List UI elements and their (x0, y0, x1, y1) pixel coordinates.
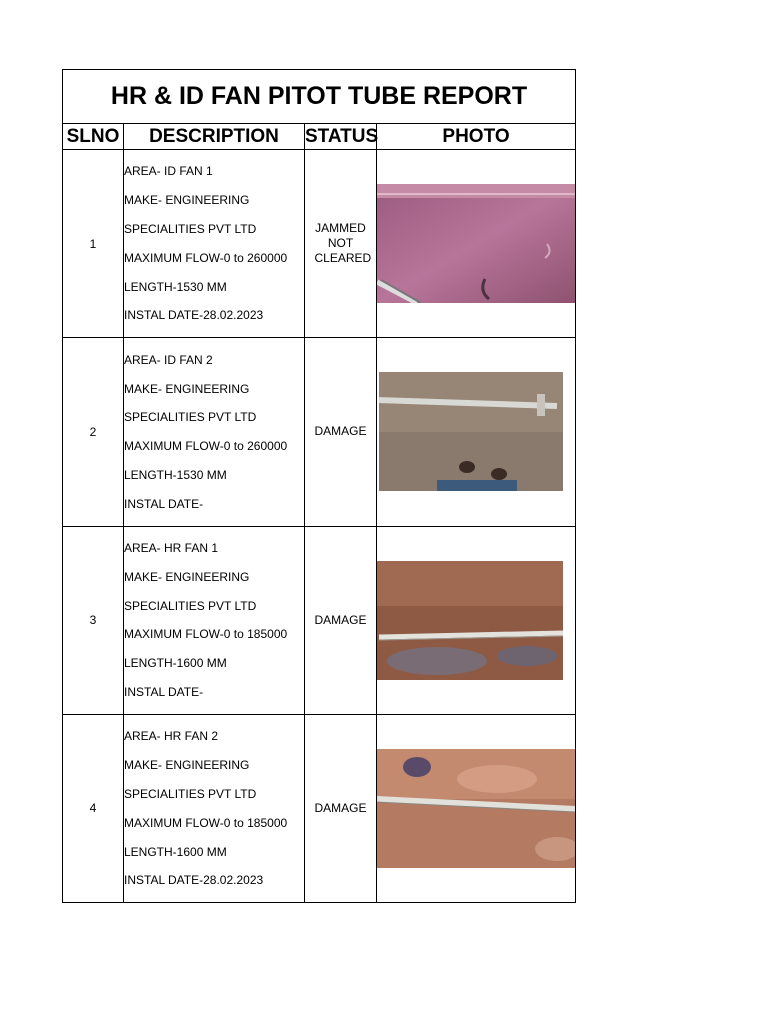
table-row (63, 150, 576, 338)
desc-line: MAXIMUM FLOW-0 to 260000 (124, 439, 288, 454)
row-photo (377, 526, 576, 714)
desc-line: INSTAL DATE-28.02.2023 (124, 873, 264, 888)
pitot-tube-photo (377, 184, 575, 303)
desc-line: AREA- HR FAN 2 (124, 729, 219, 744)
desc-line: LENGTH-1600 MM (124, 844, 227, 859)
row-photo (377, 714, 576, 902)
desc-line: LENGTH-1530 MM (124, 279, 227, 294)
desc-line: AREA- ID FAN 1 (124, 164, 213, 179)
desc-line: INSTAL DATE- (124, 685, 204, 700)
desc-line: SPECIALITIES PVT LTD (124, 222, 257, 237)
desc-line: MAXIMUM FLOW-0 to 185000 (124, 815, 288, 830)
pitot-tube-photo (377, 561, 575, 680)
desc-line: LENGTH-1530 MM (124, 467, 227, 482)
report-title: HR & ID FAN PITOT TUBE REPORT (63, 70, 576, 124)
row-slno: 1 (63, 150, 124, 338)
desc-line: SPECIALITIES PVT LTD (124, 598, 257, 613)
row-slno: 2 (63, 338, 124, 526)
header-slno: SLNO (63, 124, 124, 150)
desc-line: SPECIALITIES PVT LTD (124, 410, 257, 425)
header-photo: PHOTO (377, 124, 576, 150)
row-slno: 3 (63, 526, 124, 714)
header-description: DESCRIPTION (124, 124, 305, 150)
table-row (63, 714, 576, 902)
desc-line: LENGTH-1600 MM (124, 656, 227, 671)
status-text: JAMMED NOT CLEARED (314, 221, 372, 266)
pitot-tube-photo (377, 372, 575, 491)
table-row (63, 338, 576, 526)
header-status: STATUS (305, 124, 377, 150)
desc-line: MAKE- ENGINEERING (124, 193, 250, 208)
desc-line: MAKE- ENGINEERING (124, 381, 250, 396)
row-photo (377, 150, 576, 338)
row-photo (377, 338, 576, 526)
desc-line: MAKE- ENGINEERING (124, 758, 250, 773)
row-description (124, 338, 305, 526)
row-status: DAMAGE (305, 338, 377, 526)
desc-line: MAXIMUM FLOW-0 to 185000 (124, 627, 288, 642)
desc-line: SPECIALITIES PVT LTD (124, 786, 257, 801)
row-slno: 4 (63, 714, 124, 902)
desc-line: INSTAL DATE- (124, 496, 204, 511)
desc-line: AREA- ID FAN 2 (124, 352, 213, 367)
row-description (124, 150, 305, 338)
row-status: DAMAGE (305, 714, 377, 902)
desc-line: INSTAL DATE-28.02.2023 (124, 308, 264, 323)
row-status: DAMAGE (305, 526, 377, 714)
row-description (124, 526, 305, 714)
row-description (124, 714, 305, 902)
desc-line: MAKE- ENGINEERING (124, 569, 250, 584)
desc-line: MAXIMUM FLOW-0 to 260000 (124, 250, 288, 265)
row-status (305, 150, 377, 338)
table-row (63, 526, 576, 714)
desc-line: AREA- HR FAN 1 (124, 540, 219, 555)
pitot-tube-report-table (62, 69, 576, 903)
pitot-tube-photo (377, 749, 575, 868)
